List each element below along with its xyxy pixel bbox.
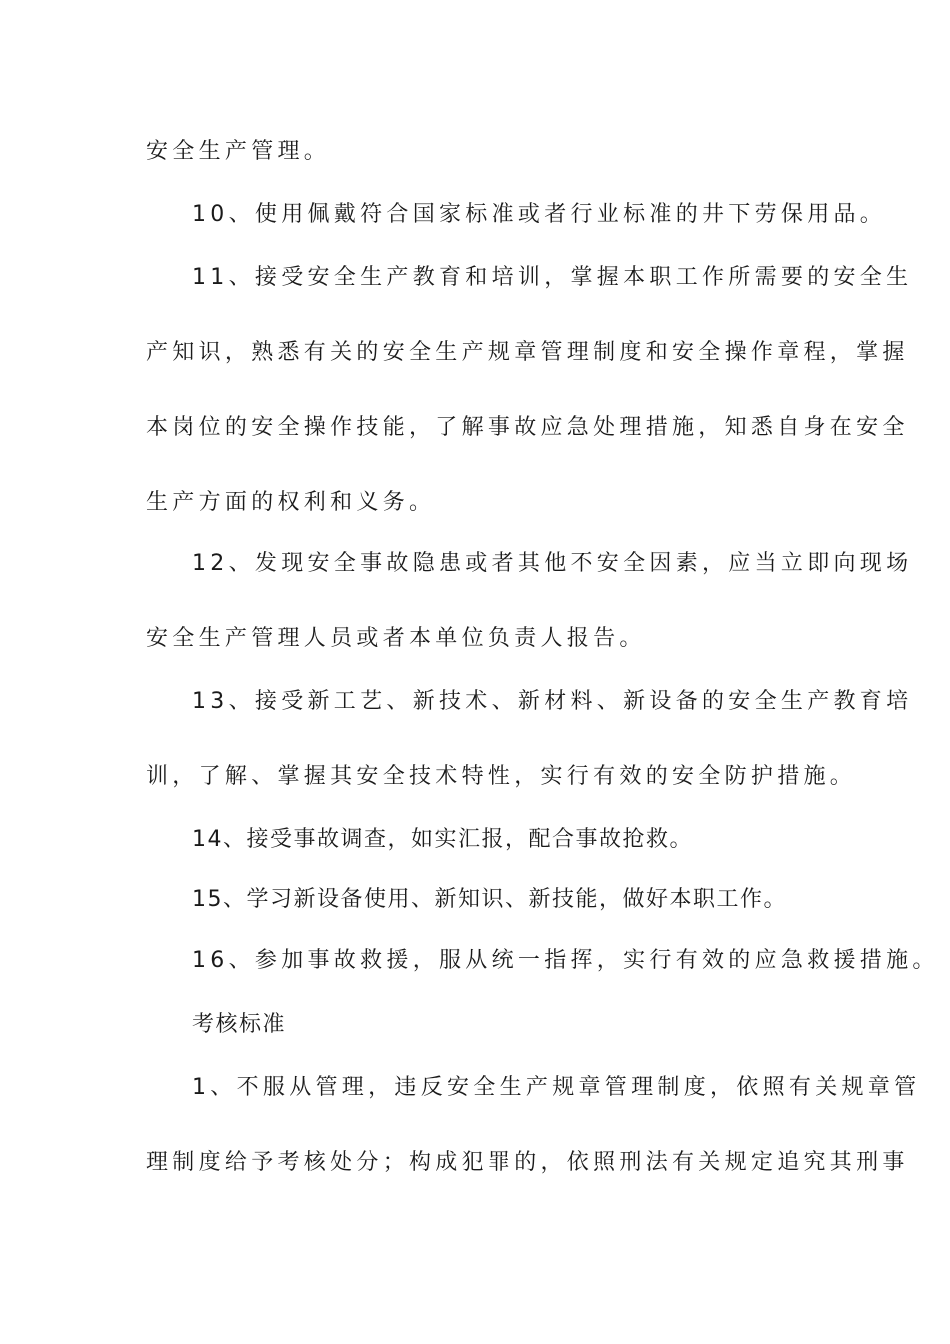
paragraph-line: 生产方面的权利和义务。 <box>146 490 436 515</box>
paragraph-line: 安全生产管理人员或者本单位负责人报告。 <box>146 626 646 651</box>
paragraph-line: 理制度给予考核处分；构成犯罪的，依照刑法有关规定追究其刑事 <box>146 1150 909 1175</box>
item-15-line: 15、学习新设备使用、新知识、新技能，做好本职工作。 <box>192 887 787 912</box>
item-16-line: 16、参加事故救援，服从统一指挥，实行有效的应急救援措施。 <box>192 948 939 973</box>
section-heading: 考核标准 <box>192 1012 287 1037</box>
item-14-line: 14、接受事故调查，如实汇报，配合事故抢救。 <box>192 827 693 852</box>
item-12-line: 12、发现安全事故隐患或者其他不安全因素，应当立即向现场 <box>192 551 913 576</box>
paragraph-line: 训，了解、掌握其安全技术特性，实行有效的安全防护措施。 <box>146 764 857 789</box>
item-10-line: 10、使用佩戴符合国家标准或者行业标准的井下劳保用品。 <box>192 202 887 227</box>
paragraph-line: 安全生产管理。 <box>146 139 331 164</box>
item-11-line: 11、接受安全生产教育和培训，掌握本职工作所需要的安全生 <box>192 265 913 290</box>
paragraph-line: 产知识，熟悉有关的安全生产规章管理制度和安全操作章程，掌握 <box>146 340 909 365</box>
item-13-line: 13、接受新工艺、新技术、新材料、新设备的安全生产教育培 <box>192 689 913 714</box>
criteria-1-line: 1、不服从管理，违反安全生产规章管理制度，依照有关规章管 <box>192 1075 921 1100</box>
paragraph-line: 本岗位的安全操作技能，了解事故应急处理措施，知悉自身在安全 <box>146 415 909 440</box>
